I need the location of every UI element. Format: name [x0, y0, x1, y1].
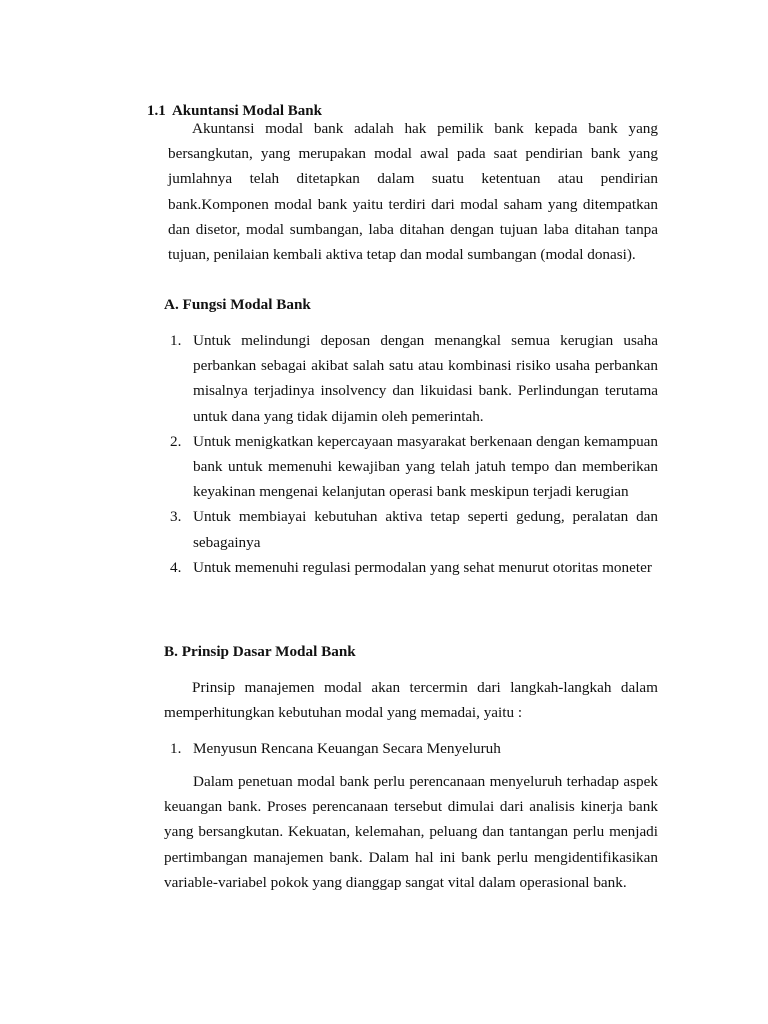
- list-marker: 1.: [170, 740, 182, 757]
- list-item-text: Untuk membiayai kebutuhan aktiva tetap seperti gedung, peralatan dan sebagainya: [193, 508, 658, 551]
- fungsi-list: [164, 328, 658, 580]
- list-item: [164, 429, 658, 505]
- prinsip-step-list: [164, 736, 658, 761]
- list-item: [164, 504, 658, 554]
- list-item: [164, 555, 658, 580]
- section-title: Akuntansi Modal Bank: [171, 103, 322, 119]
- list-marker: 2.: [170, 432, 182, 450]
- prinsip-intro-paragraph: Prinsip manajemen modal akan tercermin dari langkah-langkah dalam memperhitungkan kebutuhan modal yang memadai, yaitu :: [164, 679, 658, 722]
- section-number: 1.1: [147, 103, 166, 119]
- list-item-text: Untuk melindungi deposan dengan menangkal semua kerugian usaha perbankan sebagai akibat salah satu atau kombinasi risiko usaha perbankan misalnya terjadinya insolvency dan likuidasi bank. Perlindungan terutama untuk dana yang tidak dijamin oleh pemerintah.: [193, 332, 658, 425]
- list-item-text: Untuk menigkatkan kepercayaan masyarakat berkenaan dengan kemampuan bank untuk memenuhi kewajiban yang telah jatuh tempo dan memberikan keyakinan mengenai kelanjutan operasi bank meskipun terjadi kerugian: [193, 432, 658, 501]
- list-item: [164, 736, 658, 761]
- list-marker: 1.: [170, 332, 182, 349]
- list-marker: 3.: [170, 508, 182, 526]
- list-marker: 4.: [170, 558, 182, 576]
- list-item-text: Menyusun Rencana Keuangan Secara Menyeluruh: [193, 740, 501, 757]
- prinsip-body-paragraph: Dalam penetuan modal bank perlu perencanaan menyeluruh terhadap aspek keuangan bank. Proses perencanaan tersebut dimulai dari analisis kinerja bank yang bersangkutan. Kekuatan, kelemahan, peluang dan tantangan perlu menjadi pertimbangan manajemen bank. Dalam hal ini bank perlu mengidentifikasikan variable-variabel pokok yang dianggap sangat vital dalam operasional bank.: [164, 773, 658, 891]
- fungsi-heading: A. Fungsi Modal Bank: [164, 296, 311, 313]
- section-intro-paragraph: Akuntansi modal bank adalah hak pemilik bank kepada bank yang bersangkutan, yang merupakan modal awal pada saat pendirian bank yang jumlahnya telah ditetapkan dalam suatu ketentuan atau pendirian bank.Komponen modal bank yaitu terdiri dari modal saham yang ditempatkan dan disetor, modal sumbangan, laba ditahan dengan tujuan laba ditahan tanpa tujuan, penilaian kembali aktiva tetap dan modal sumbangan (modal donasi).: [168, 120, 658, 264]
- list-item-text: Untuk memenuhi regulasi permodalan yang sehat menurut otoritas moneter: [193, 558, 652, 576]
- prinsip-heading: B. Prinsip Dasar Modal Bank: [164, 643, 356, 660]
- list-item: [164, 328, 658, 429]
